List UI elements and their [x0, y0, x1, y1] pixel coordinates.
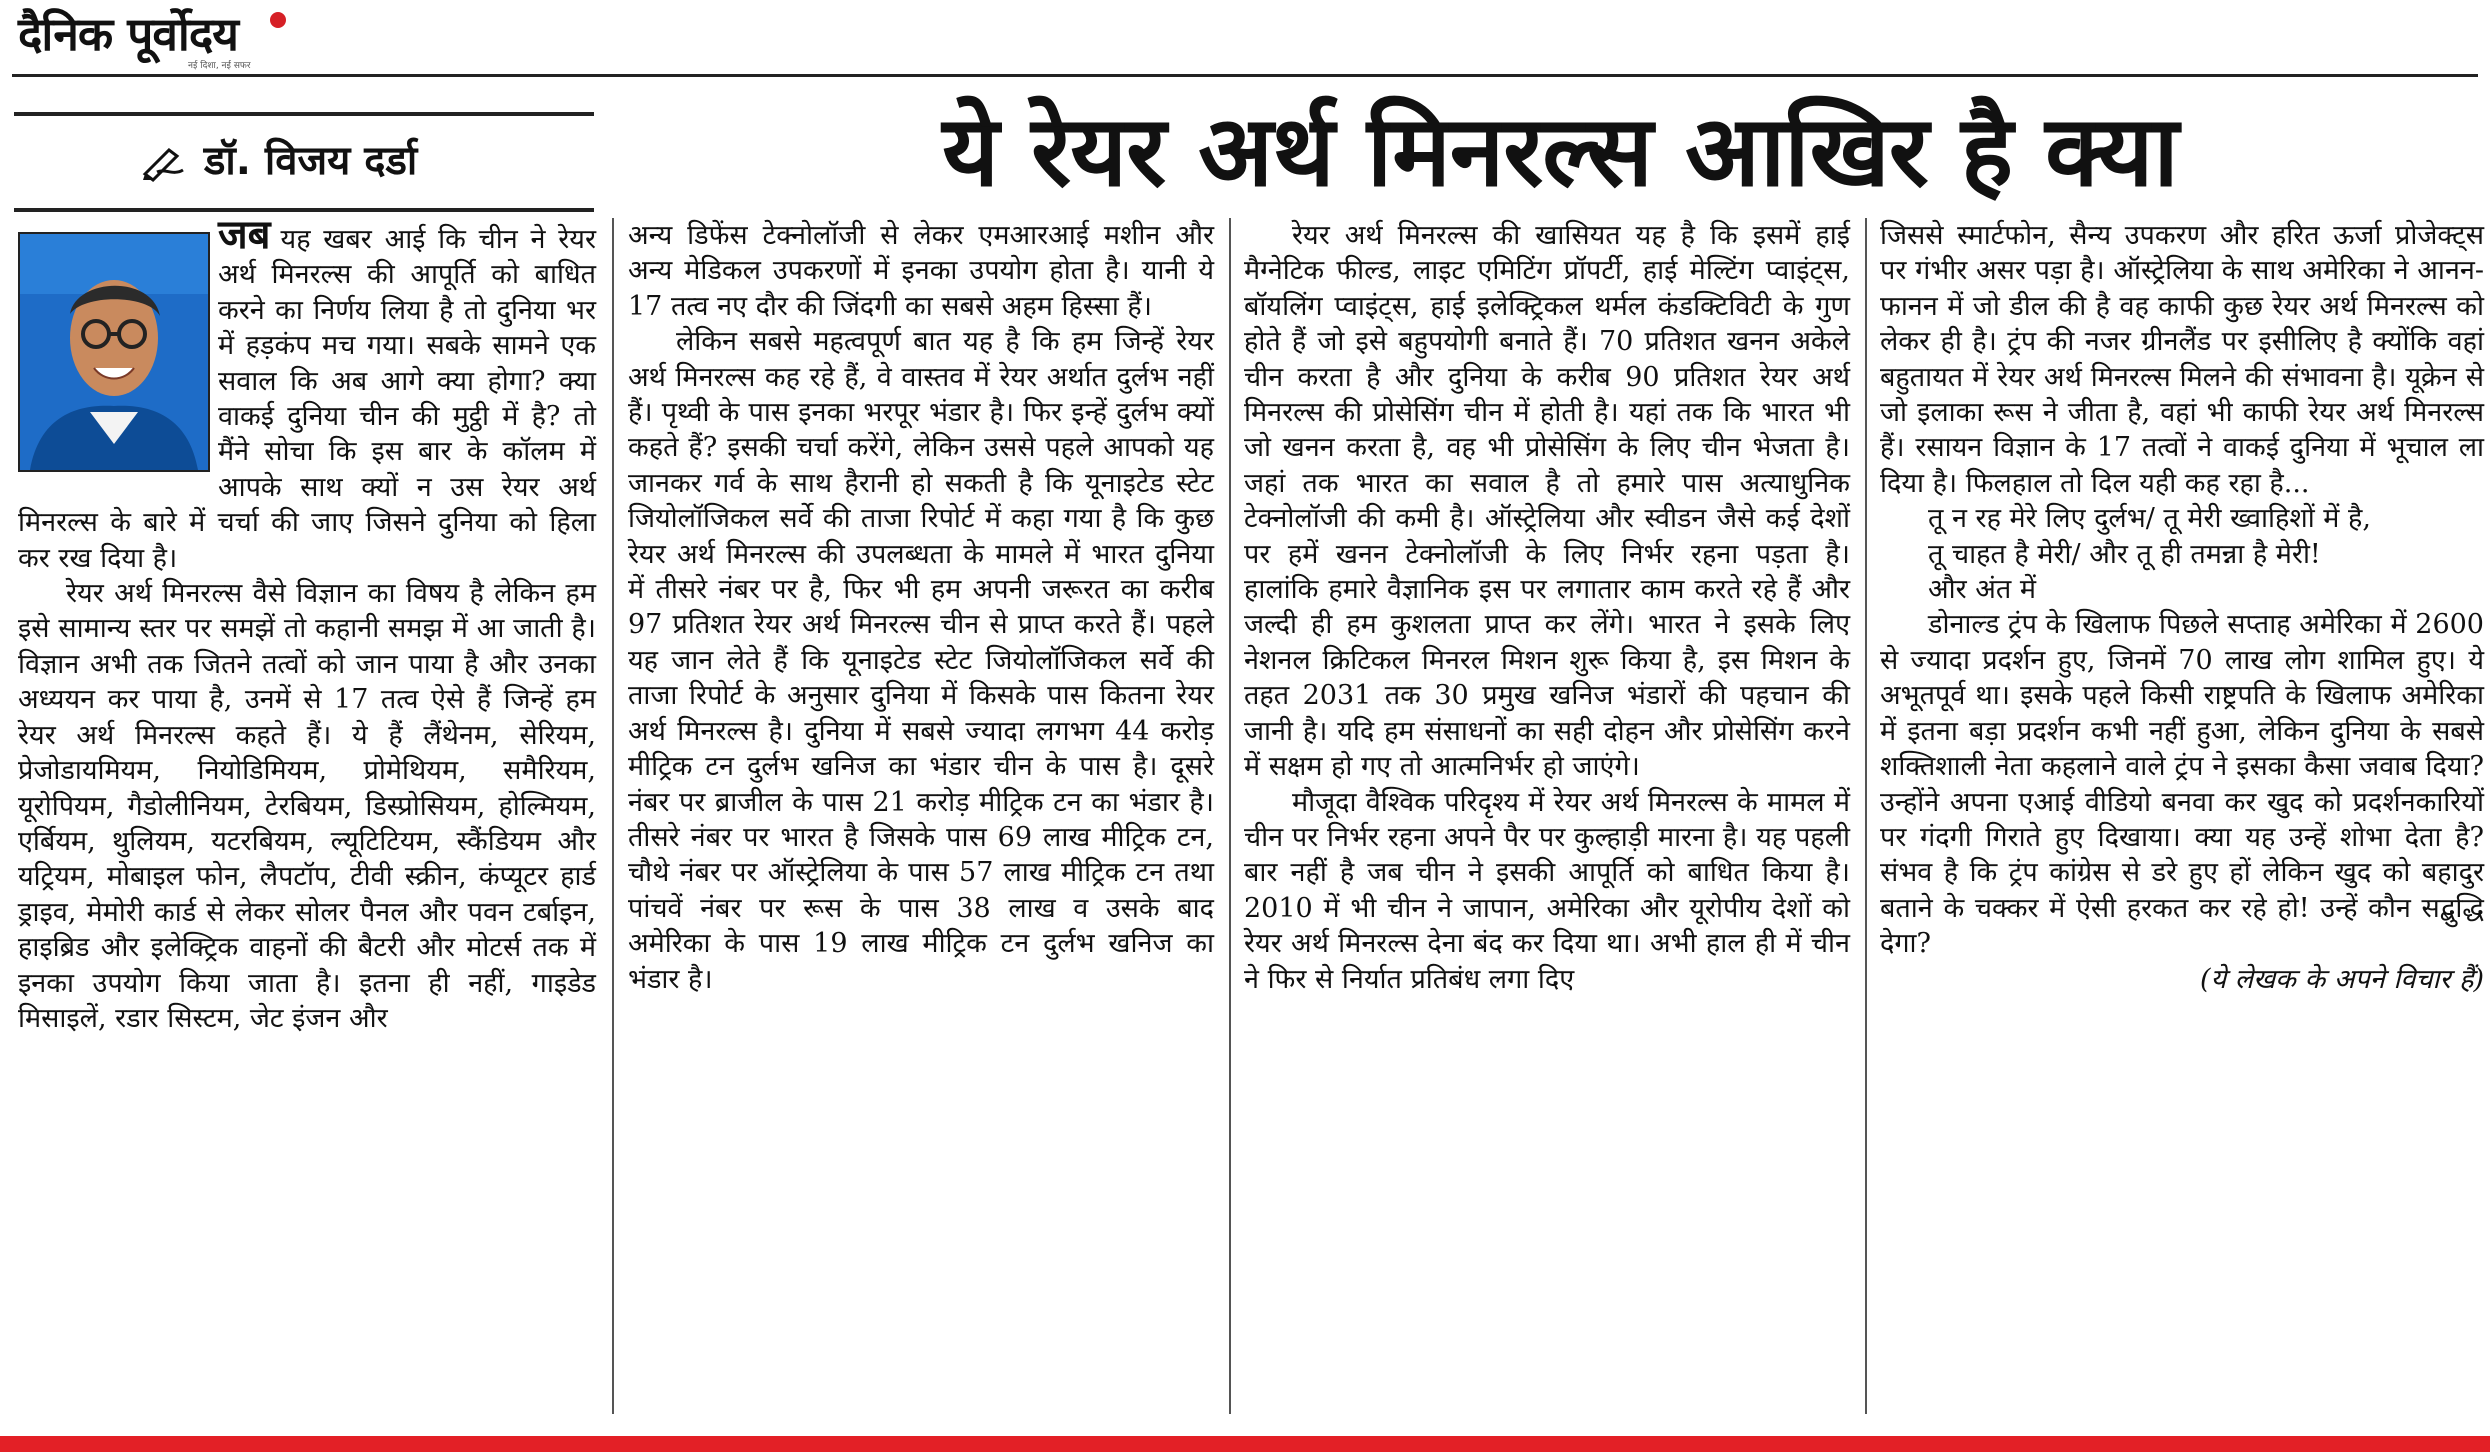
article-column-1	[18, 212, 596, 1408]
article-paragraph: जब यह खबर आई कि चीन ने रेयर अर्थ मिनरल्स की आपूर्ति को बाधित करने का निर्णय लिया है तो दुनिया भर में हड़कंप मच गया। सबके सामने एक सवाल कि अब आगे क्या होगा? क्या वाकई दुनिया चीन की मुट्ठी में है? तो मैंने सोचा कि इस बार के कॉलम में आपके साथ क्यों न उस रेयर अर्थ मिनरल्स के बारे में चर्चा की जाए जिसने दुनिया को हिला कर रख दिया है।	[18, 212, 596, 574]
article-paragraph: रेयर अर्थ मिनरल्स वैसे विज्ञान का विषय है लेकिन हम इसे सामान्य स्तर पर समझें तो कहानी समझ में आ जाती है। विज्ञान अभी तक जितने तत्वों को जान पाया है और उनका अध्ययन कर पाया है, उनमें से 17 तत्व ऐसे हैं जिन्हें हम रेयर अर्थ मिनरल्स कहते हैं। ये हैं लैंथेनम, सेरियम, प्रेजोडायमियम, नियोडिमियम, प्रोमेथियम, समैरियम, यूरोपियम, गैडोलीनियम, टेरबियम, डिस्प्रोसियम, होल्मियम, एर्बियम, थुलियम, यटरबियम, ल्यूटिटियम, स्कैंडियम और यट्रियम, मोबाइल फोन, लैपटॉप, टीवी स्क्रीन, कंप्यूटर हार्ड ड्राइव, मेमोरी कार्ड से लेकर सोलर पैनल और पवन टर्बाइन, हाइब्रिड और इलेक्ट्रिक वाहनों की बैटरी और मोटर्स तक में इनका उपयोग किया जाता है। इतना ही नहीं, गाइडेड मिसाइलें, रडार सिस्टम, जेट इंजन और	[18, 578, 596, 1034]
article-paragraph: डोनाल्ड ट्रंप के खिलाफ पिछले सप्ताह अमेरिका में 2600 से ज्यादा प्रदर्शन हुए, जिनमें 70 लाख लोग शामिल हुए। ये अभूतपूर्व था। इसके पहले किसी राष्ट्रपति के खिलाफ अमेरिका में इतना बड़ा प्रदर्शन कभी नहीं हुआ, लेकिन दुनिया के सबसे शक्तिशाली नेता कहलाने वाले ट्रंप ने इसका कैसा जवाब दिया? उन्होंने अपना एआई वीडियो बनवा कर खुद को प्रदर्शनकारियों पर गंदगी गिराते हुए दिखाया। क्या यह उन्हें शोभा देता है? संभव है कि ट्रंप कांग्रेस से डरे हुए हों लेकिन खुद को बहादुर बताने के चक्कर में ऐसी हरकत कर रहे हो! उन्हें कौन सद्बुद्धि देगा?	[1880, 609, 2484, 960]
column-divider	[1229, 218, 1231, 1414]
poem-line: तू न रह मेरे लिए दुर्लभ/ तू मेरी ख्वाहिशों में है,	[1928, 503, 2371, 535]
article-headline: ये रेयर अर्थ मिनरल्स आखिर है क्या	[942, 95, 2178, 209]
newspaper-logo: दैनिक पूर्वोदय	[18, 7, 238, 61]
poem-line: तू चाहत है मेरी/ और तू ही तमन्ना है मेरी!	[1928, 538, 2321, 570]
article-column-4	[1880, 218, 2484, 1408]
logo-sun-icon	[270, 12, 286, 28]
drop-word: जब	[218, 212, 271, 258]
article-column-2	[628, 218, 1214, 1408]
column-divider	[612, 218, 614, 1414]
author-disclaimer: (ये लेखक के अपने विचार हैं)	[2200, 963, 2484, 995]
article-paragraph: अन्य डिफेंस टेक्नोलॉजी से लेकर एमआरआई मशीन और अन्य मेडिकल उपकरणों में इनका उपयोग होता है। यानी ये 17 तत्व नए दौर की जिंदगी का सबसे अहम हिस्सा हैं।	[628, 220, 1214, 322]
author-byline	[14, 112, 594, 212]
logo-tagline: नई दिशा, नई सफर	[188, 61, 251, 71]
article-paragraph: जिससे स्मार्टफोन, सैन्य उपकरण और हरित ऊर्जा प्रोजेक्ट्स पर गंभीर असर पड़ा है। ऑस्ट्रेलिया के साथ अमेरिका ने आनन-फानन में जो डील की है वह काफी कुछ रेयर अर्थ मिनरल्स को लेकर ही है। ट्रंप की नजर ग्रीनलैंड पर इसीलिए है क्योंकि वहां बहुतायत में रेयर अर्थ मिनरल्स मिलने की संभावना है। यूक्रेन से जो इलाका रूस ने जीता है, वहां भी काफी रेयर अर्थ मिनरल्स हैं। रसायन विज्ञान के 17 तत्वों ने वाकई दुनिया में भूचाल ला दिया है। फिलहाल तो दिल यही कह रहा है...	[1880, 220, 2484, 499]
article-paragraph: रेयर अर्थ मिनरल्स की खासियत यह है कि इसमें हाई मैग्नेटिक फील्ड, लाइट एमिटिंग प्रॉपर्टी, हाई मेल्टिंग प्वाइंट्स, बॉयलिंग प्वाइंट्स, हाई इलेक्ट्रिकल थर्मल कंडक्टिविटी के गुण होते हैं जो इसे बहुपयोगी बनाते हैं। 70 प्रतिशत खनन अकेले चीन करता है और दुनिया के करीब 90 प्रतिशत रेयर अर्थ मिनरल्स की प्रोसेसिंग चीन में होती है। यहां तक कि भारत भी जो खनन करता है, वह भी प्रोसेसिंग के लिए चीन भेजता है। जहां तक भारत का सवाल है तो हमारे पास अत्याधुनिक टेक्नोलॉजी की कमी है। ऑस्ट्रेलिया और स्वीडन जैसे कई देशों पर हमें खनन टेक्नोलॉजी के लिए निर्भर रहना पड़ता है। हालांकि हमारे वैज्ञानिक इस पर लगातार काम करते रहे हैं और जल्दी ही हम कुशलता प्राप्त कर लेंगे। भारत ने इसके लिए नेशनल क्रिटिकल मिनरल मिशन शुरू किया है, इस मिशन के तहत 2031 तक 30 प्रमुख खनिज भंडारों की पहचान की जानी है। यदि हम संसाधनों का सही दोहन और प्रोसेसिंग करने में सक्षम हो गए तो आत्मनिर्भर हो जाएंगे।	[1244, 220, 1850, 783]
article-column-3	[1244, 218, 1850, 1408]
pen-writing-icon	[139, 142, 187, 182]
article-paragraph: मौजूदा वैश्विक परिदृश्य में रेयर अर्थ मिनरल्स के मामल में चीन पर निर्भर रहना अपने पैर पर कुल्हाड़ी मारना है। यह पहली बार नहीं है जब चीन ने इसकी आपूर्ति को बाधित किया है। 2010 में भी चीन ने जापान, अमेरिका और यूरोपीय देशों को रेयर अर्थ मिनरल्स देना बंद कर दिया था। अभी हाल ही में चीन ने फिर से निर्यात प्रतिबंध लगा दिए	[1244, 786, 1850, 995]
article-paragraph: लेकिन सबसे महत्वपूर्ण बात यह है कि हम जिन्हें रेयर अर्थ मिनरल्स कह रहे हैं, वे वास्तव में रेयर अर्थात दुर्लभ नहीं हैं। पृथ्वी के पास इनका भरपूर भंडार है। फिर इन्हें दुर्लभ क्यों कहते हैं? इसकी चर्चा करेंगे, लेकिन उससे पहले आपको यह जानकर गर्व के साथ हैरानी हो सकती है कि यूनाइटेड स्टेट जियोलॉजिकल सर्वे की ताजा रिपोर्ट में कहा गया है कि कुछ रेयर अर्थ मिनरल्स की उपलब्धता के मामले में भारत दुनिया में तीसरे नंबर पर है, फिर भी हम अपनी जरूरत का करीब 97 प्रतिशत रेयर अर्थ मिनरल्स चीन से प्राप्त करते हैं। पहले यह जान लेते हैं कि यूनाइटेड स्टेट जियोलॉजिकल सर्वे की ताजा रिपोर्ट के अनुसार दुनिया में किसके पास कितना रेयर अर्थ मिनरल्स है। दुनिया में सबसे ज्यादा लगभग 44 करोड़ मीट्रिक टन दुर्लभ खनिज का भंडार चीन के पास है। दूसरे नंबर पर ब्राजील के पास 21 करोड़ मीट्रिक टन का भंडार है। तीसरे नंबर पर भारत है जिसके पास 69 लाख मीट्रिक टन, चौथे नंबर पर ऑस्ट्रेलिया के पास 57 लाख मीट्रिक टन तथा पांचवें नंबर पर रूस के पास 38 लाख व उसके बाद अमेरिका के पास 19 लाख मीट्रिक टन दुर्लभ खनिज का भंडार है।	[628, 326, 1214, 995]
subheading-and-finally: और अंत में	[1928, 574, 2036, 606]
page-bottom-bar	[0, 1436, 2490, 1452]
column-divider	[1865, 218, 1867, 1414]
masthead	[12, 4, 2478, 77]
author-name: डॉ. विजय दर्डा	[204, 138, 418, 184]
